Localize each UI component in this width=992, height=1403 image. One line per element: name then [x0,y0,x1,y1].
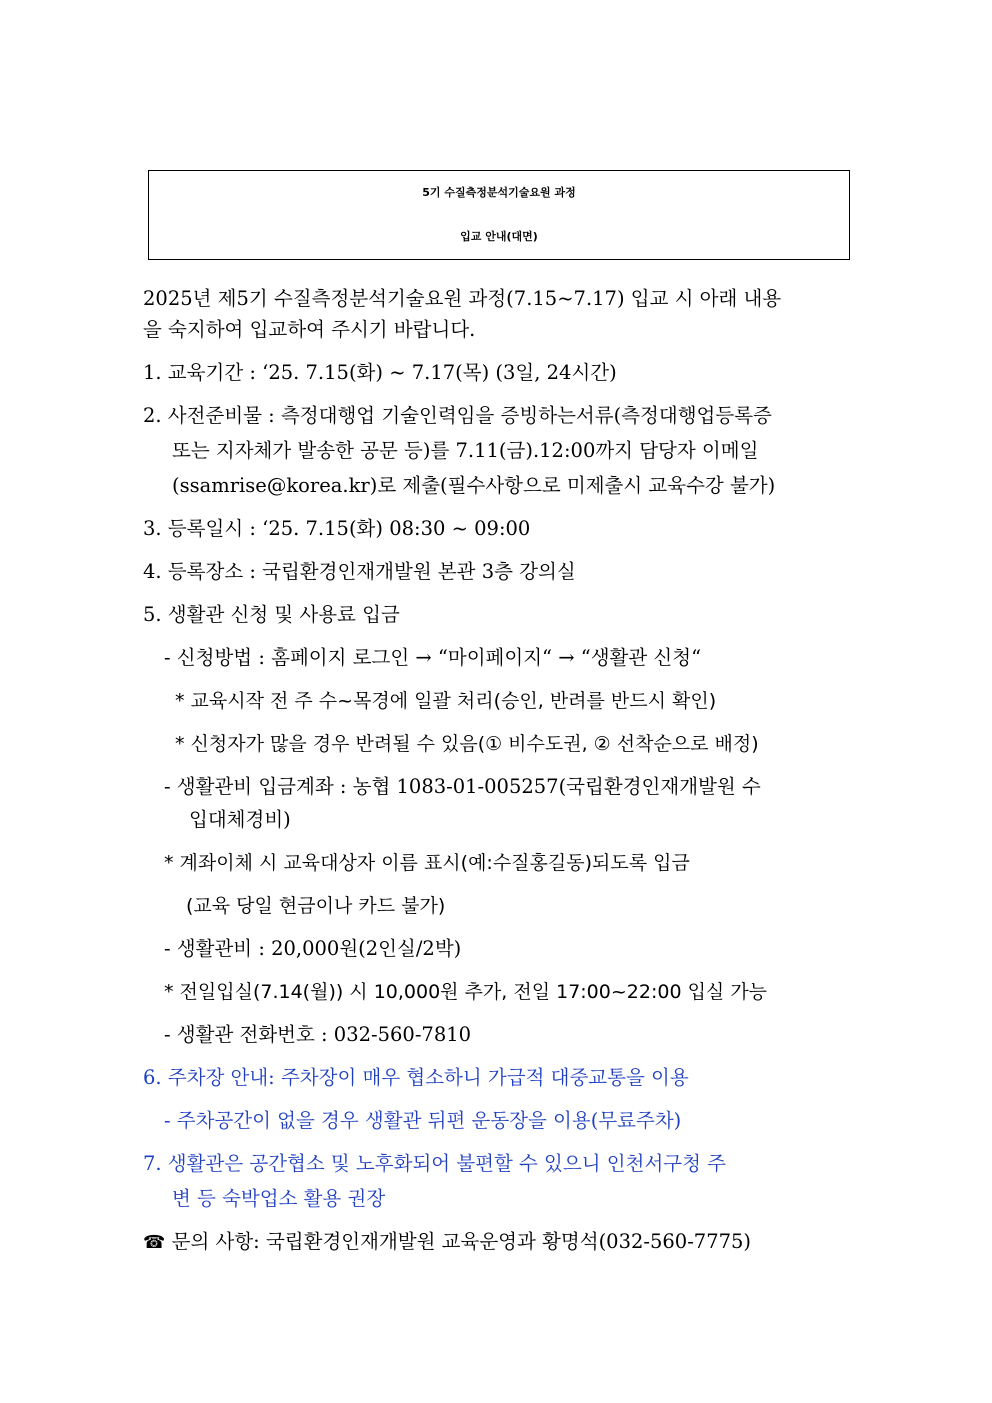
item-5-bank-account-cont: 입대체경비) [189,808,291,831]
item-7-lodging-cont: 변 등 숙박업소 활용 권장 [172,1187,386,1210]
item-5-phone: - 생활관 전화번호 : 032-560-7810 [164,1023,472,1046]
page-title: 5기 수질측정분석기술요원 과정 [422,186,576,199]
item-5-dormitory: 5. 생활관 신청 및 사용료 입금 [143,603,400,626]
intro-line-2: 을 숙지하여 입교하여 주시기 바랍니다. [143,318,476,341]
phone-icon: ☎ [143,1232,166,1253]
title-box [148,170,850,260]
item-3-registration-time: 3. 등록일시 : ‘25. 7.15(화) 08:30 ~ 09:00 [143,517,531,540]
item-2-preparation-cont: 또는 지자체가 발송한 공문 등)를 7.11(금).12:00까지 담당자 이메일 [172,439,759,462]
item-5-note-transfer: * 계좌이체 시 교육대상자 이름 표시(예:수질홍길동)되도록 입금 [164,852,690,874]
item-6-parking: 6. 주차장 안내: 주차장이 매우 협소하니 가급적 대중교통을 이용 [143,1066,689,1089]
item-4-registration-place: 4. 등록장소 : 국립환경인재개발원 본관 3층 강의실 [143,560,576,583]
intro-line-1: 2025년 제5기 수질측정분석기술요원 과정(7.15~7.17) 입교 시 아래 내용 [143,287,782,310]
item-2-email: (ssamrise@korea.kr)로 제출(필수사항으로 미제출시 교육수강 불가) [172,474,776,497]
item-7-lodging: 7. 생활관은 공간협소 및 노후화되어 불편할 수 있으니 인천서구청 주 [143,1152,726,1175]
contact-line [143,1229,751,1256]
contact-text: 문의 사항: 국립환경인재개발원 교육운영과 황명석(032-560-7775) [171,1230,752,1253]
item-5-note-rejection: * 신청자가 많을 경우 반려될 수 있음(① 비수도권, ② 선착순으로 배정) [175,733,759,755]
page-subtitle: 입교 안내(대면) [460,230,538,243]
item-5-note-no-cash: (교육 당일 현금이나 카드 불가) [186,895,446,917]
item-1-period: 1. 교육기간 : ‘25. 7.15(화) ~ 7.17(목) (3일, 24시간) [143,361,617,384]
item-5-bank-account: - 생활관비 입금계좌 : 농협 1083-01-005257(국립환경인재개발원 수 [164,775,761,798]
item-5-note-approval: * 교육시작 전 주 수~목경에 일괄 처리(승인, 반려를 반드시 확인) [175,690,717,712]
item-5-note-early-checkin: * 전일입실(7.14(월)) 시 10,000원 추가, 전일 17:00~22:00 입실 가능 [164,981,768,1003]
item-5-apply-method: - 신청방법 : 홈페이지 로그인 → “마이페이지“ → “생활관 신청“ [164,646,702,669]
item-2-preparation: 2. 사전준비물 : 측정대행업 기술인력임을 증빙하는서류(측정대행업등록증 [143,404,772,427]
item-6-parking-note: - 주차공간이 없을 경우 생활관 뒤편 운동장을 이용(무료주차) [164,1109,682,1132]
item-5-fee: - 생활관비 : 20,000원(2인실/2박) [164,937,462,960]
